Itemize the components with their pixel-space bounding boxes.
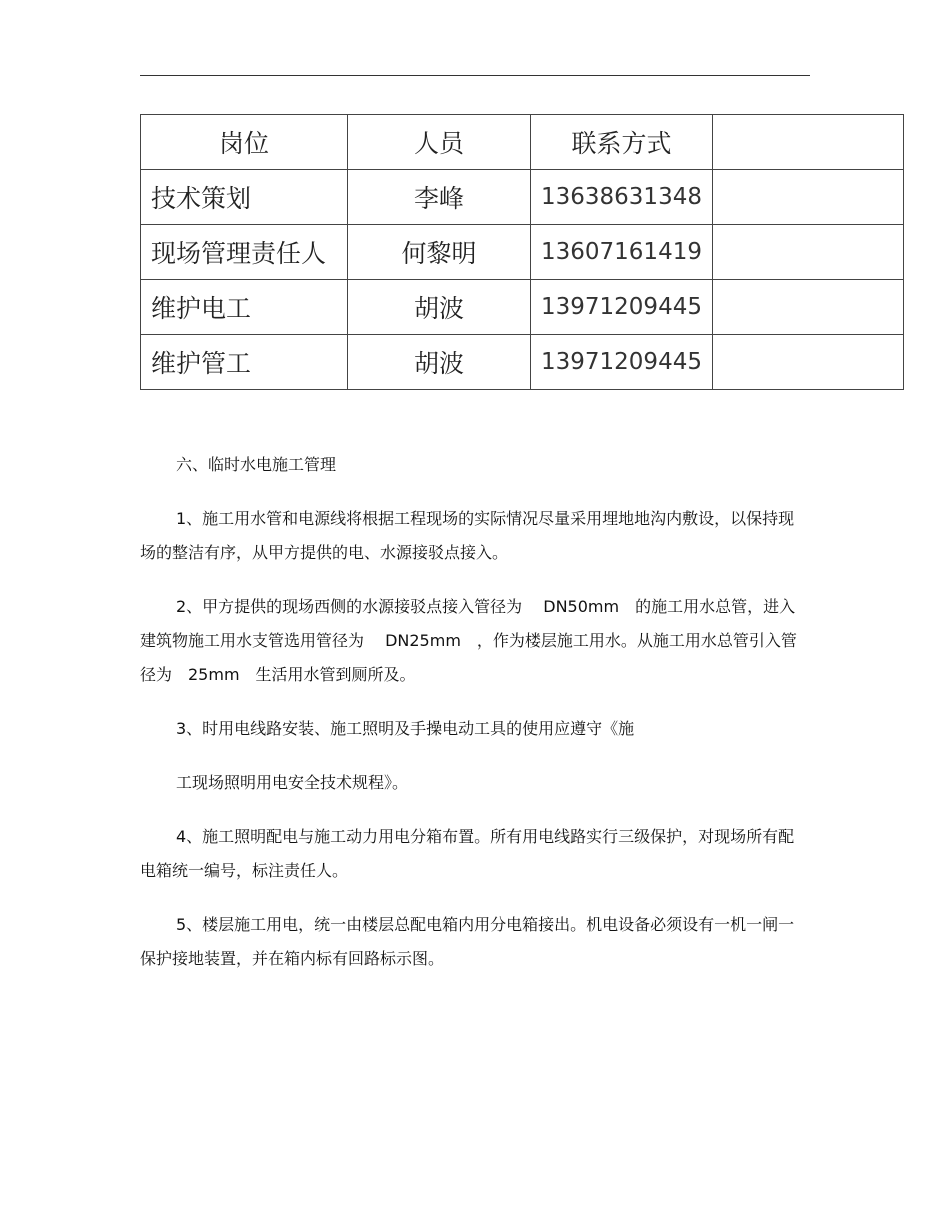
cell-blank — [713, 170, 904, 225]
paragraph-2: 2、甲方提供的现场西侧的水源接驳点接入管径为 DN50mm 的施工用水总管，进入建筑物施工用水支管选用管径为 DN25mm ，作为楼层施工用水。从施工用水总管引入管径为 25mm 生活用水管到厕所及。 — [140, 597, 797, 684]
paragraph-4: 4、施工照明配电与施工动力用电分箱布置。所有用电线路实行三级保护，对现场所有配电箱统一编号，标注责任人。 — [140, 827, 795, 880]
table-row — [141, 335, 904, 390]
cell-person: 李峰 — [348, 170, 531, 225]
table-row — [141, 170, 904, 225]
paragraph-5: 5、楼层施工用电，统一由楼层总配电箱内用分电箱接出。机电设备必须设有一机一闸一保护接地装置，并在箱内标有回路标示图。 — [140, 915, 795, 968]
table-row — [141, 280, 904, 335]
cell-person: 胡波 — [348, 335, 531, 390]
paragraph-3: 3、时用电线路安装、施工照明及手操电动工具的使用应遵守《施 — [176, 719, 635, 738]
cell-person: 胡波 — [348, 280, 531, 335]
header-person: 人员 — [348, 115, 531, 170]
header-rule — [140, 75, 810, 76]
cell-phone: 13971209445 — [531, 280, 713, 335]
paragraph-1: 1、施工用水管和电源线将根据工程现场的实际情况尽量采用埋地地沟内敷设，以保持现场的整洁有序，从甲方提供的电、水源接驳点接入。 — [140, 509, 795, 562]
cell-position: 现场管理责任人 — [141, 225, 348, 280]
cell-phone: 13971209445 — [531, 335, 713, 390]
cell-position: 维护管工 — [141, 335, 348, 390]
header-contact: 联系方式 — [531, 115, 713, 170]
cell-blank — [713, 225, 904, 280]
section-heading: 六、临时水电施工管理 — [176, 455, 337, 474]
cell-blank — [713, 280, 904, 335]
cell-phone: 13638631348 — [531, 170, 713, 225]
cell-position: 维护电工 — [141, 280, 348, 335]
header-position: 岗位 — [141, 115, 348, 170]
table-row — [141, 225, 904, 280]
cell-position: 技术策划 — [141, 170, 348, 225]
cell-person: 何黎明 — [348, 225, 531, 280]
document-body — [140, 448, 810, 996]
cell-phone: 13607161419 — [531, 225, 713, 280]
cell-blank — [713, 335, 904, 390]
table-header-row — [141, 115, 904, 170]
paragraph-3-continued: 工现场照明用电安全技术规程》。 — [176, 773, 409, 792]
contact-table — [140, 114, 904, 390]
header-blank — [713, 115, 904, 170]
